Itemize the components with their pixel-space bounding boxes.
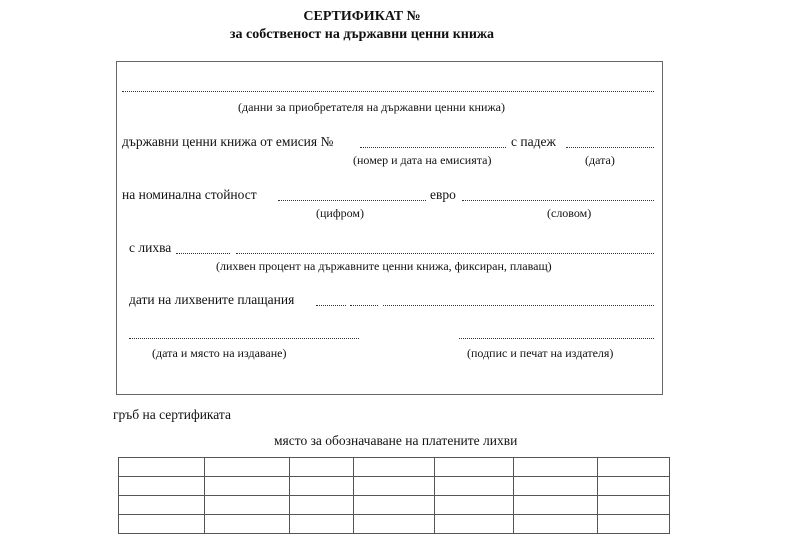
table-cell[interactable] bbox=[205, 458, 290, 477]
issue-number-field[interactable] bbox=[360, 147, 506, 148]
table-cell[interactable] bbox=[119, 496, 205, 515]
issue-place-field[interactable] bbox=[129, 338, 359, 339]
table-row bbox=[119, 515, 670, 534]
nominal-label: на номинална стойност bbox=[122, 187, 257, 202]
table-cell[interactable] bbox=[290, 477, 354, 496]
table-cell[interactable] bbox=[514, 458, 598, 477]
table-cell[interactable] bbox=[119, 458, 205, 477]
nominal-words-field[interactable] bbox=[462, 200, 654, 201]
issue-label: държавни ценни книжа от емисия № bbox=[122, 134, 334, 149]
maturity-field[interactable] bbox=[566, 147, 654, 148]
table-cell[interactable] bbox=[435, 496, 514, 515]
payment-date-field-1[interactable] bbox=[316, 305, 346, 306]
table-cell[interactable] bbox=[435, 477, 514, 496]
table-title: място за обозначаване на платените лихви bbox=[274, 433, 518, 448]
table-cell[interactable] bbox=[205, 515, 290, 534]
interest-payments-table bbox=[118, 457, 670, 534]
table-cell[interactable] bbox=[354, 477, 435, 496]
table-cell[interactable] bbox=[290, 458, 354, 477]
table-cell[interactable] bbox=[514, 515, 598, 534]
currency-label: евро bbox=[430, 187, 456, 202]
payment-dates-label: дати на лихвените плащания bbox=[129, 292, 295, 307]
table-cell[interactable] bbox=[435, 458, 514, 477]
table-cell[interactable] bbox=[598, 515, 670, 534]
table-cell[interactable] bbox=[205, 477, 290, 496]
words-caption: (словом) bbox=[547, 206, 592, 220]
holder-field[interactable] bbox=[122, 91, 654, 92]
table-cell[interactable] bbox=[598, 496, 670, 515]
issue-caption: (номер и дата на емисията) bbox=[353, 153, 492, 167]
table-cell[interactable] bbox=[119, 515, 205, 534]
maturity-caption: (дата) bbox=[585, 153, 615, 167]
table-cell[interactable] bbox=[354, 515, 435, 534]
holder-caption: (данни за приобретателя на държавни ценни книжа) bbox=[238, 100, 506, 114]
table-cell[interactable] bbox=[205, 496, 290, 515]
signature-caption: (подпис и печат на издателя) bbox=[467, 346, 614, 360]
interest-caption: (лихвен процент на държавните ценни книжа, фиксиран, плаващ) bbox=[216, 259, 552, 273]
table-cell[interactable] bbox=[435, 515, 514, 534]
table-cell[interactable] bbox=[598, 477, 670, 496]
table-cell[interactable] bbox=[598, 458, 670, 477]
nominal-digits-field[interactable] bbox=[278, 200, 426, 201]
table-row bbox=[119, 458, 670, 477]
signature-field[interactable] bbox=[459, 338, 654, 339]
interest-rate-field[interactable] bbox=[176, 253, 230, 254]
table-row bbox=[119, 477, 670, 496]
payment-date-field-2[interactable] bbox=[350, 305, 378, 306]
digits-caption: (цифром) bbox=[316, 206, 364, 220]
maturity-label: с падеж bbox=[511, 134, 556, 149]
table-row bbox=[119, 496, 670, 515]
table-cell[interactable] bbox=[290, 515, 354, 534]
interest-type-field[interactable] bbox=[236, 253, 654, 254]
certificate-title: СЕРТИФИКАТ № bbox=[303, 9, 421, 24]
table-cell[interactable] bbox=[354, 496, 435, 515]
interest-label: с лихва bbox=[129, 240, 172, 255]
table-cell[interactable] bbox=[354, 458, 435, 477]
table-cell[interactable] bbox=[514, 496, 598, 515]
payment-date-field-3[interactable] bbox=[383, 305, 654, 306]
issue-place-caption: (дата и място на издаване) bbox=[152, 346, 287, 360]
table-cell[interactable] bbox=[119, 477, 205, 496]
table-cell[interactable] bbox=[290, 496, 354, 515]
table-cell[interactable] bbox=[514, 477, 598, 496]
back-label: гръб на сертификата bbox=[113, 407, 231, 422]
certificate-subtitle: за собственост на държавни ценни книжа bbox=[229, 27, 495, 42]
